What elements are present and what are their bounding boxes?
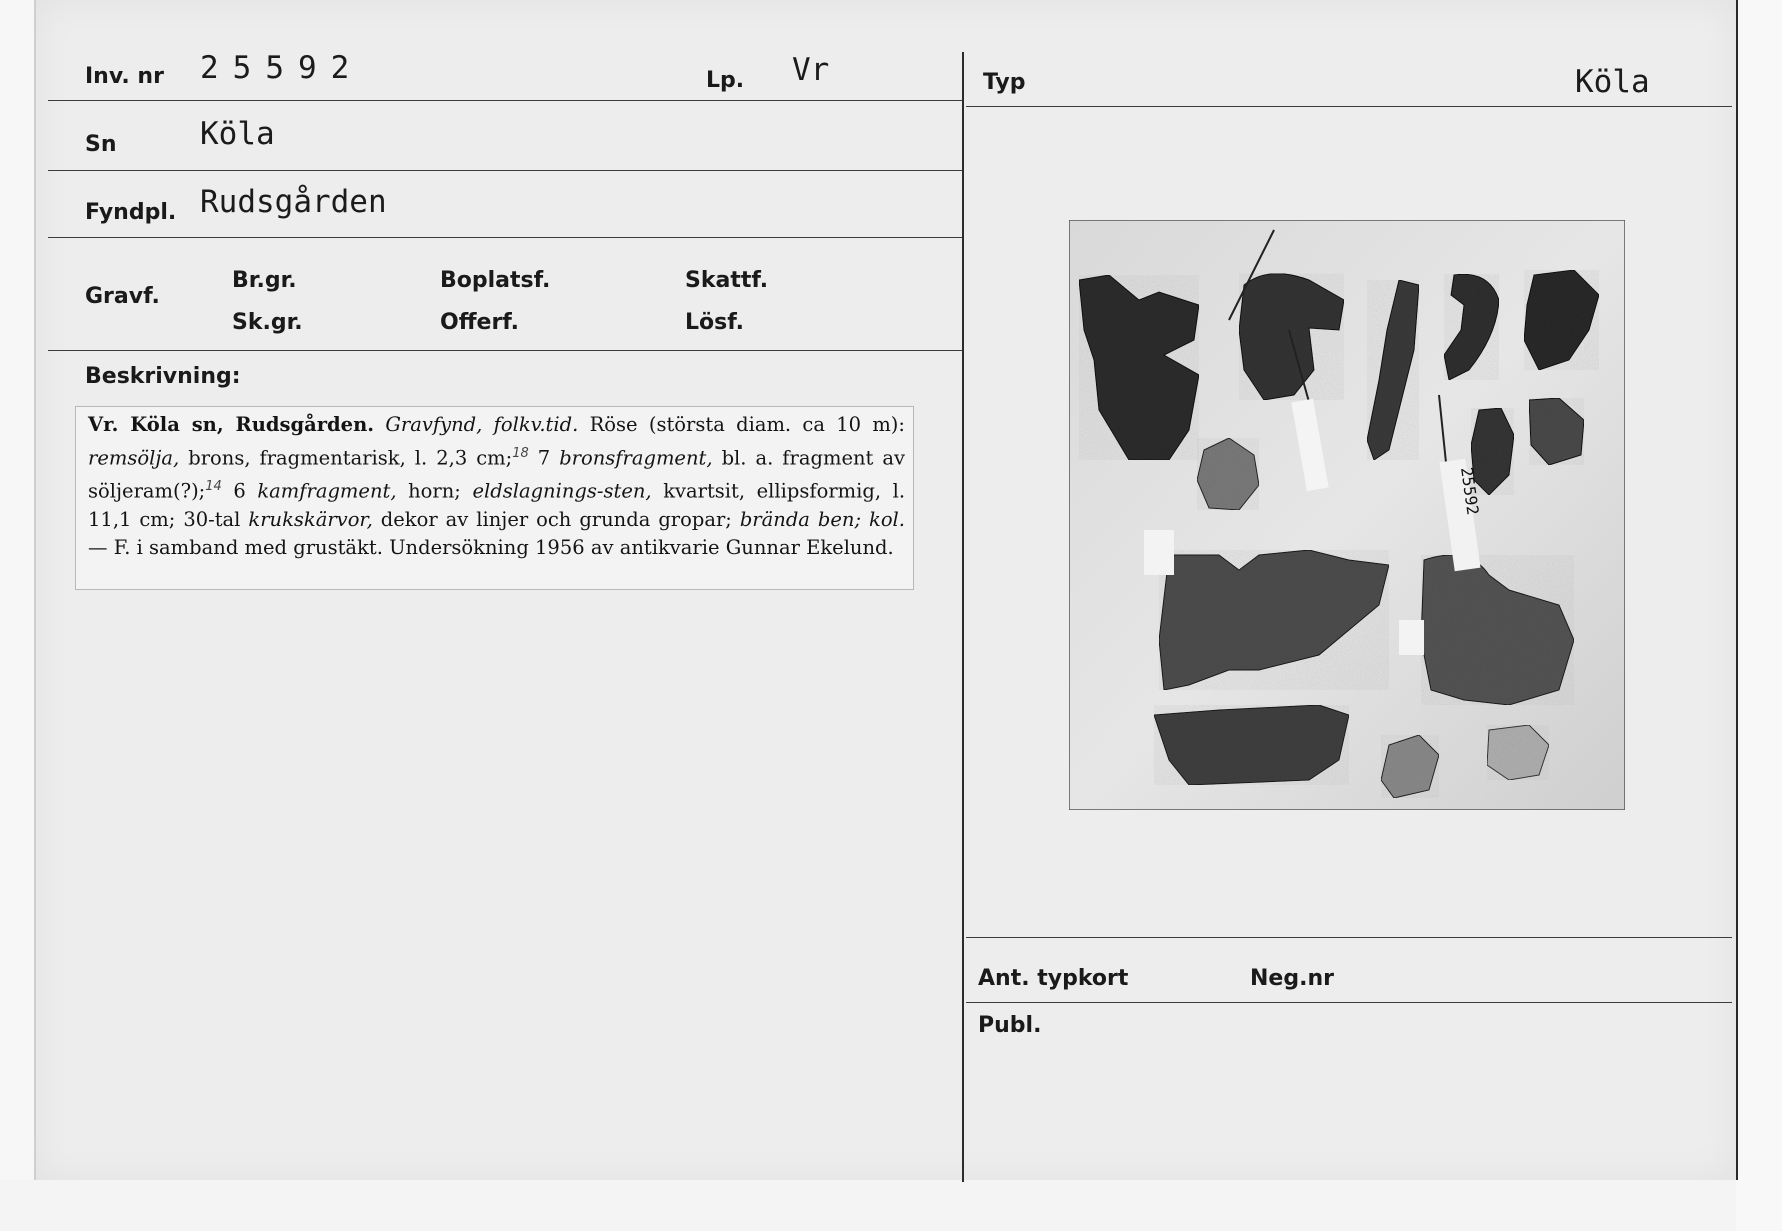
- handwritten-note: 14: [205, 478, 222, 494]
- publ-label: Publ.: [978, 1013, 1042, 1038]
- lp-label: Lp.: [706, 68, 745, 93]
- description-part: Gravfynd, folkv.tid.: [385, 413, 579, 436]
- description-part: kvartsit, ellipsformig, l. 11,1 cm; 30-tal: [88, 479, 906, 531]
- typ-value: Köla: [1575, 64, 1650, 100]
- sn-value: Köla: [200, 116, 275, 152]
- offerf-label: Offerf.: [440, 310, 520, 335]
- description-part: 6: [233, 479, 246, 503]
- lp-value: Vr: [792, 52, 830, 88]
- comb-fragment: [1154, 705, 1349, 785]
- description-part: kamfragment,: [257, 479, 397, 503]
- description-part: bronsfragment,: [559, 446, 713, 470]
- inv-nr-value: 25592: [200, 50, 364, 86]
- description-part: brons, fragmentarisk, l. 2,3 cm;: [188, 446, 513, 470]
- rule: [48, 100, 962, 101]
- description-part: eldslagnings-sten,: [472, 479, 652, 503]
- description-part: — F. i samband med grustäkt. Undersökning 1956 av antikvarie Gunnar Ekelund.: [88, 536, 894, 560]
- sn-label: Sn: [85, 132, 117, 157]
- finds-photograph: [1069, 220, 1625, 810]
- rule: [48, 170, 962, 171]
- scan-background: [0, 1180, 1782, 1231]
- description-part: remsölja,: [88, 446, 180, 470]
- skgr-label: Sk.gr.: [232, 310, 303, 335]
- neg-nr-label: Neg.nr: [1250, 966, 1334, 991]
- gravf-label: Gravf.: [85, 284, 160, 309]
- rule: [48, 350, 962, 351]
- inv-nr-label: Inv. nr: [85, 64, 164, 89]
- handwritten-note: 18: [512, 445, 529, 461]
- description-part: krukskärvor,: [248, 507, 373, 531]
- description-part: horn;: [408, 479, 461, 503]
- rule: [48, 237, 962, 238]
- losf-label: Lösf.: [685, 310, 744, 335]
- scan-margin: [1736, 0, 1782, 1231]
- rule: [966, 106, 1732, 107]
- description-lead: Vr. Köla sn, Rudsgården.: [88, 413, 375, 436]
- boplatsf-label: Boplatsf.: [440, 268, 551, 293]
- paper-tag: [1399, 620, 1424, 655]
- description-text: [76, 407, 913, 563]
- beskrivning-label: Beskrivning:: [85, 364, 241, 389]
- description-part: bl. a. fragment av söljeram(?);: [88, 446, 906, 503]
- description-part: dekor av linjer och grunda gropar;: [380, 507, 732, 531]
- description-slip: [75, 406, 914, 590]
- fyndpl-value: Rudsgården: [200, 184, 387, 220]
- fyndpl-label: Fyndpl.: [85, 200, 177, 225]
- brgr-label: Br.gr.: [232, 268, 297, 293]
- rule: [966, 937, 1732, 938]
- paper-tag: [1144, 530, 1174, 575]
- column-divider: [962, 52, 964, 1182]
- typ-label: Typ: [983, 70, 1026, 95]
- photo-number-tag: 25592: [1457, 465, 1483, 517]
- description-part: Röse (största diam. ca 10 m):: [589, 413, 905, 436]
- skattf-label: Skattf.: [685, 268, 769, 293]
- description-part: brända ben; kol.: [739, 507, 905, 531]
- rule: [966, 1002, 1732, 1003]
- description-part: 7: [537, 446, 551, 470]
- ant-typkort-label: Ant. typkort: [978, 966, 1129, 991]
